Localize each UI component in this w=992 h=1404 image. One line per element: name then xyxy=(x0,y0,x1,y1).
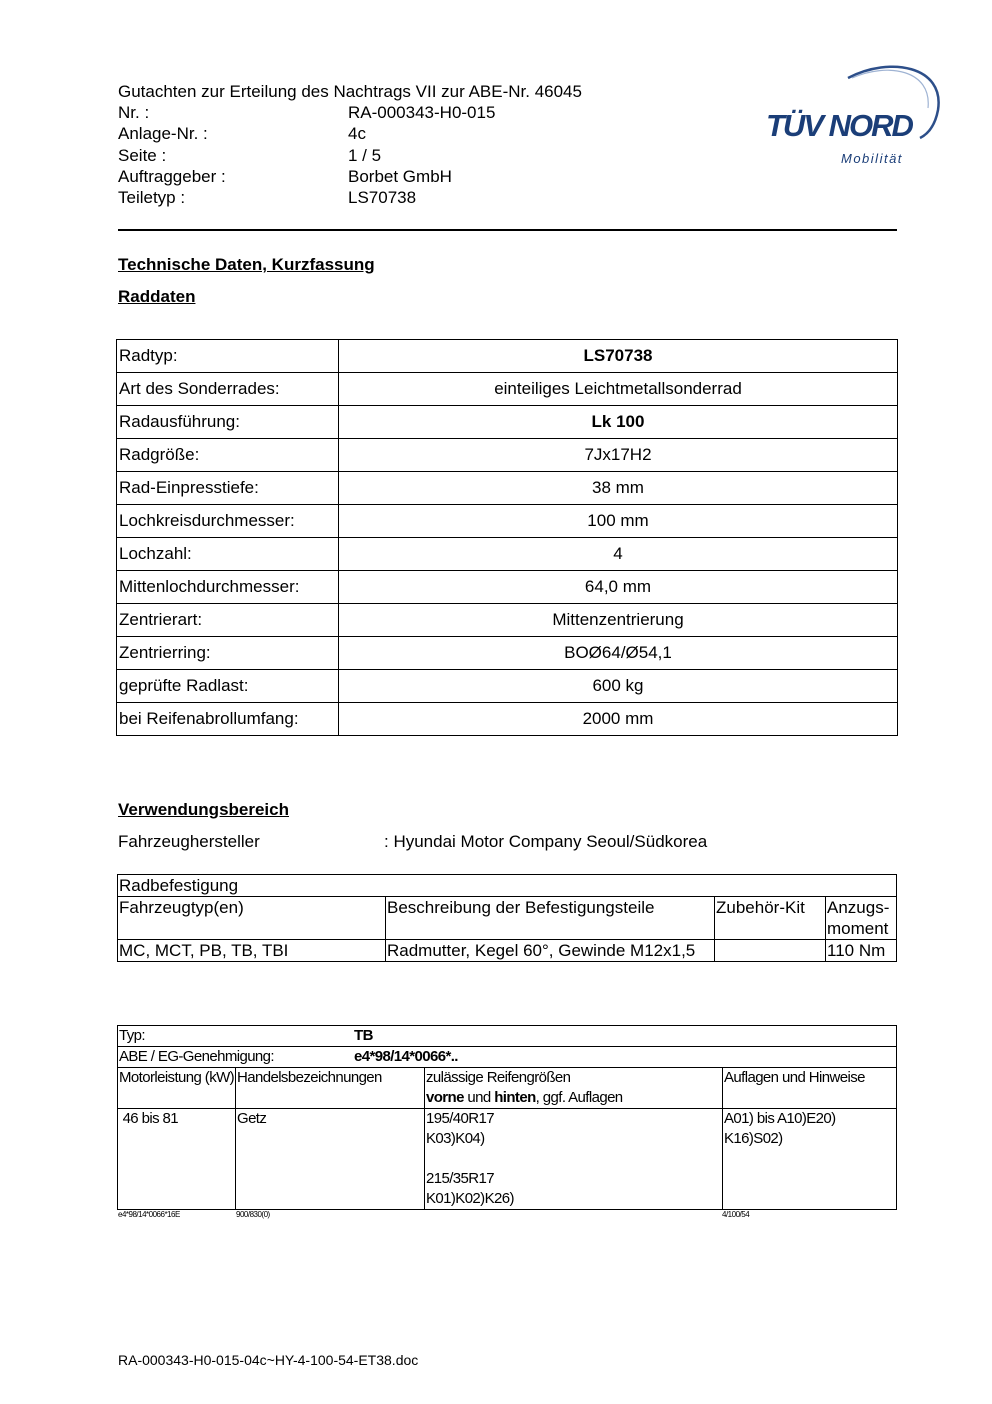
header-label-nr: Nr. : xyxy=(118,103,150,122)
raddaten-label: Radgröße: xyxy=(117,439,339,472)
raddaten-label: geprüfte Radlast: xyxy=(117,670,339,703)
raddaten-value: BOØ64/Ø54,1 xyxy=(339,637,898,670)
beschreibung-cell: Radmutter, Kegel 60°, Gewinde M12x1,5 xyxy=(386,940,715,962)
table-row xyxy=(117,670,898,703)
reifen-header-vorne: vorne xyxy=(426,1089,464,1106)
footnote-code: 900/830(0) xyxy=(236,1210,270,1219)
raddaten-label: Zentrierring: xyxy=(117,637,339,670)
auflagen-cell xyxy=(723,1109,897,1210)
raddaten-value: 38 mm xyxy=(339,472,898,505)
table-row xyxy=(117,703,898,736)
document-title: Gutachten zur Erteilung des Nachtrags VII zur ABE-Nr. 46045 xyxy=(118,82,582,101)
document-footer: RA-000343-H0-015-04c~HY-4-100-54-ET38.doc xyxy=(118,1352,419,1368)
typ-value: TB xyxy=(354,1027,373,1044)
header-value-anlage: 4c xyxy=(348,124,366,143)
raddaten-label: Zentrierart: xyxy=(117,604,339,637)
raddaten-value: LS70738 xyxy=(339,340,898,373)
table-row xyxy=(118,1026,897,1047)
header-value-auftraggeber: Borbet GmbH xyxy=(348,167,452,186)
table-row xyxy=(118,940,897,962)
anzugsmoment-cell: 110 Nm xyxy=(826,940,897,962)
table-row xyxy=(117,439,898,472)
auflagen-line-2: K16)S02) xyxy=(724,1130,783,1147)
header-label-anlage: Anlage-Nr. : xyxy=(118,124,208,143)
radbefestigung-table xyxy=(117,874,897,962)
abe-value: e4*98/14*0066*.. xyxy=(354,1048,458,1065)
header-label-teiletyp: Teiletyp : xyxy=(118,188,186,207)
hersteller-value: : Hyundai Motor Company Seoul/Südkorea xyxy=(384,832,708,851)
raddaten-label: Lochkreisdurchmesser: xyxy=(117,505,339,538)
table-row xyxy=(117,373,898,406)
raddaten-label: Art des Sonderrades: xyxy=(117,373,339,406)
logo-wordmark: TÜV NORD xyxy=(766,108,912,143)
reifen-header-und: und xyxy=(463,1089,495,1106)
table-row xyxy=(117,604,898,637)
raddaten-label: Mittenlochdurchmesser: xyxy=(117,571,339,604)
column-header: Beschreibung der Befestigungsteile xyxy=(386,897,715,940)
section-technische-daten: Technische Daten, Kurzfassung xyxy=(118,255,375,274)
raddaten-label: bei Reifenabrollumfang: xyxy=(117,703,339,736)
reifen-auflagen-1: K03)K04) xyxy=(426,1130,485,1147)
table-row xyxy=(117,340,898,373)
raddaten-label: Lochzahl: xyxy=(117,538,339,571)
table-row xyxy=(117,505,898,538)
fahrzeugtypen-cell: MC, MCT, PB, TB, TBI xyxy=(118,940,386,962)
table-row xyxy=(117,637,898,670)
table-row xyxy=(117,472,898,505)
column-header-motorleistung: Motorleistung (kW) xyxy=(118,1068,236,1109)
table-row xyxy=(118,897,897,940)
raddaten-label: Radtyp: xyxy=(117,340,339,373)
column-header-auflagen: Auflagen und Hinweise xyxy=(723,1068,897,1109)
raddaten-label: Rad-Einpresstiefe: xyxy=(117,472,339,505)
header-label-auftraggeber: Auftraggeber : xyxy=(118,167,226,186)
raddaten-table xyxy=(116,339,898,736)
reifen-header-line1: zulässige Reifengrößen xyxy=(426,1069,571,1086)
header-value-teiletyp: LS70738 xyxy=(348,188,417,207)
abe-label: ABE / EG-Genehmigung: xyxy=(119,1048,274,1065)
hersteller-label: Fahrzeughersteller xyxy=(118,832,260,851)
reifen-header-hinten: hinten xyxy=(494,1089,536,1106)
zubehoer-kit-cell xyxy=(715,940,826,962)
typ-row xyxy=(118,1026,897,1047)
raddaten-value: Lk 100 xyxy=(339,406,898,439)
table-row xyxy=(117,571,898,604)
reifen-header-rest: , ggf. Auflagen xyxy=(535,1089,623,1106)
table-row xyxy=(117,406,898,439)
raddaten-value: 100 mm xyxy=(339,505,898,538)
header-value-nr: RA-000343-H0-015 xyxy=(348,103,496,122)
raddaten-value: einteiliges Leichtmetallsonderrad xyxy=(339,373,898,406)
table-row xyxy=(117,538,898,571)
header-label-seite: Seite : xyxy=(118,146,167,165)
column-header: Fahrzeugtyp(en) xyxy=(118,897,386,940)
footnote-abe: e4*98/14*0066*16E xyxy=(118,1210,180,1219)
column-header: Anzugs-moment xyxy=(826,897,897,940)
table-row xyxy=(118,1109,897,1210)
tuev-nord-logo xyxy=(760,58,945,173)
abe-row xyxy=(118,1047,897,1068)
typ-table xyxy=(117,1025,897,1210)
reifen-auflagen-2: K01)K02)K26) xyxy=(426,1190,514,1207)
table-row xyxy=(118,1068,897,1109)
radbefestigung-title: Radbefestigung xyxy=(118,875,897,897)
header-value-seite: 1 / 5 xyxy=(348,146,382,165)
logo-subtitle: Mobilität xyxy=(841,151,903,166)
raddaten-value: 7Jx17H2 xyxy=(339,439,898,472)
column-header: Zubehör-Kit xyxy=(715,897,826,940)
table-row xyxy=(118,1047,897,1068)
auflagen-line-1: A01) bis A10)E20) xyxy=(724,1110,836,1127)
table-row xyxy=(118,875,897,897)
footnote-lk: 4/100/54 xyxy=(722,1210,750,1219)
section-verwendungsbereich: Verwendungsbereich xyxy=(118,800,289,819)
raddaten-label: Radausführung: xyxy=(117,406,339,439)
column-header-handelsbezeichnungen: Handelsbezeichnungen xyxy=(236,1068,425,1109)
reifen-size-1: 195/40R17 xyxy=(426,1110,494,1127)
raddaten-value: 600 kg xyxy=(339,670,898,703)
header-divider xyxy=(118,229,897,231)
typ-label: Typ: xyxy=(119,1027,145,1044)
column-header-reifengroessen xyxy=(425,1068,723,1109)
reifen-size-2: 215/35R17 xyxy=(426,1170,494,1187)
raddaten-value: 64,0 mm xyxy=(339,571,898,604)
raddaten-value: 4 xyxy=(339,538,898,571)
raddaten-value: 2000 mm xyxy=(339,703,898,736)
motorleistung-cell: 46 bis 81 xyxy=(118,1109,236,1210)
handelsbezeichnung-cell: Getz xyxy=(236,1109,425,1210)
reifengroessen-cell xyxy=(425,1109,723,1210)
raddaten-value: Mittenzentrierung xyxy=(339,604,898,637)
section-raddaten: Raddaten xyxy=(118,287,196,306)
